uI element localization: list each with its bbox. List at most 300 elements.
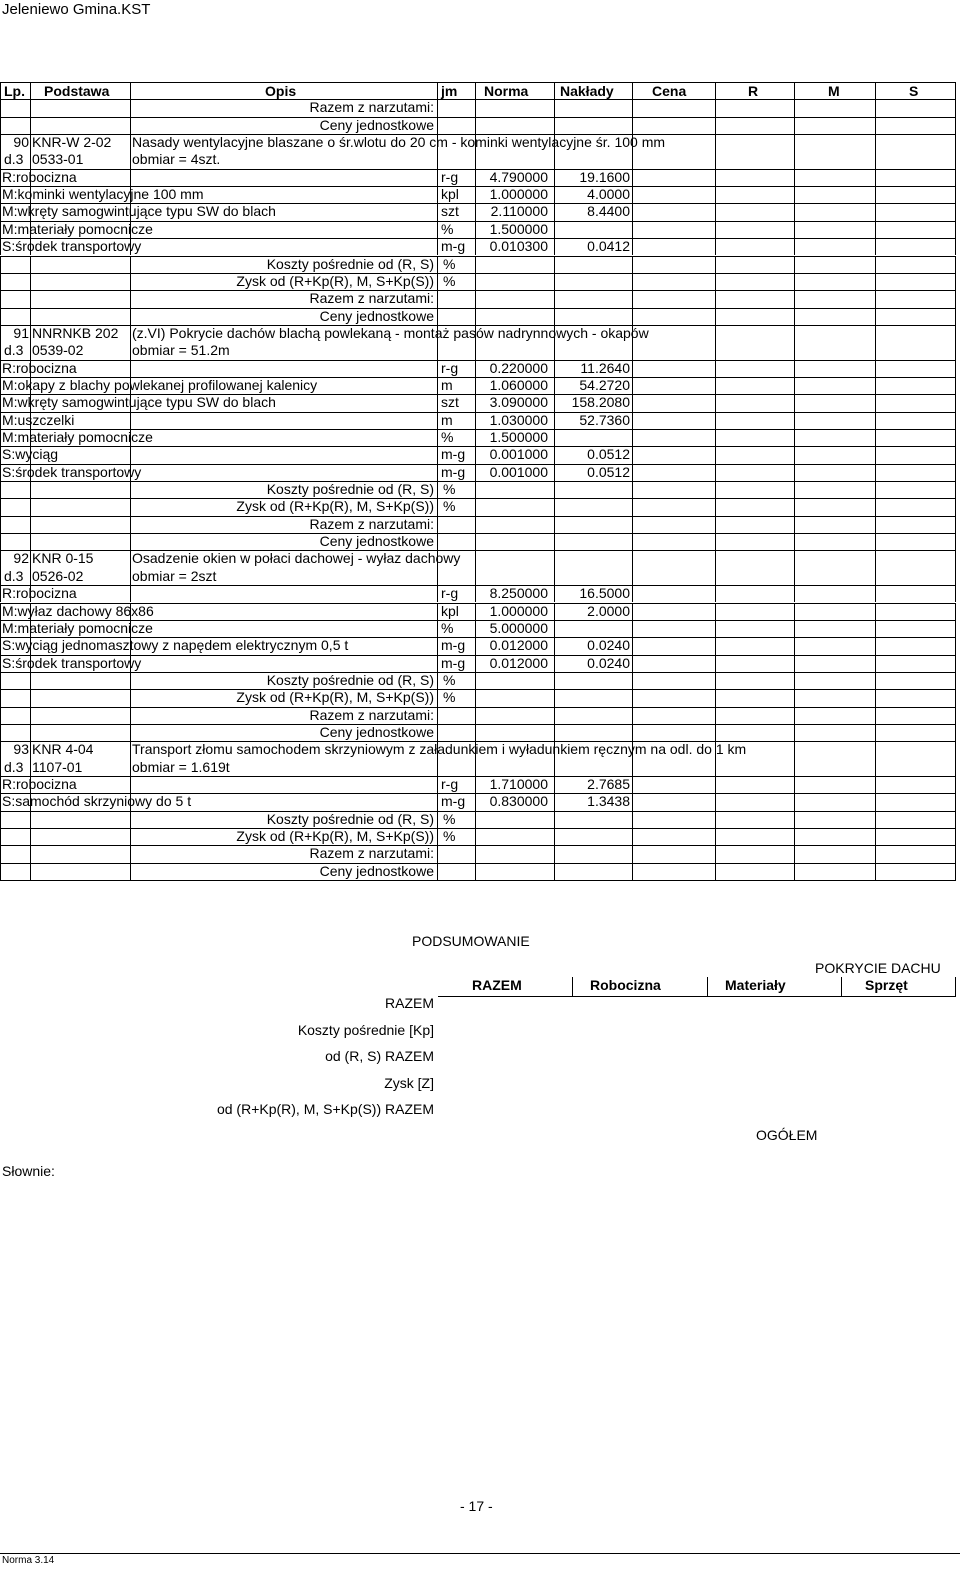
row-rule: [0, 256, 956, 257]
column-rule: [554, 655, 555, 672]
row-rule: [0, 863, 956, 864]
column-rule: [794, 394, 795, 411]
column-rule: [0, 741, 1, 776]
header-lp: Lp.: [4, 83, 25, 99]
column-rule: [955, 273, 956, 290]
total-row-label: Razem z narzutami:: [309, 706, 434, 723]
column-rule: [437, 99, 438, 116]
column-rule: [0, 516, 1, 533]
column-rule: [30, 533, 31, 550]
column-rule: [130, 516, 131, 533]
percent-sign: %: [443, 272, 456, 289]
resource-name: M:materiały pomocnicze: [2, 619, 153, 636]
column-rule: [0, 99, 1, 116]
column-rule: [794, 464, 795, 481]
row-rule: [0, 308, 956, 309]
resource-name: M:wkręty samogwintujące typu SW do blach: [2, 394, 276, 411]
column-rule: [875, 464, 876, 481]
column-rule: [875, 360, 876, 377]
column-rule: [955, 256, 956, 273]
column-rule: [0, 724, 1, 741]
column-rule: [955, 412, 956, 429]
column-rule: [554, 117, 555, 134]
column-rule: [554, 394, 555, 411]
resource-unit: m-g: [441, 654, 466, 671]
column-rule: [794, 134, 795, 169]
column-rule: [130, 585, 131, 602]
column-rule: [130, 863, 131, 880]
column-rule: [475, 776, 476, 793]
column-rule: [437, 464, 438, 481]
column-rule: [475, 550, 476, 585]
column-rule: [955, 828, 956, 845]
column-rule: [437, 256, 438, 273]
resource-naklady: 4.0000: [587, 186, 630, 203]
column-rule: [955, 481, 956, 498]
column-rule: [794, 117, 795, 134]
column-rule: [437, 186, 438, 203]
item-number-sub: d.3: [4, 758, 24, 775]
unit-price-row-label: Ceny jednostkowe: [319, 307, 434, 324]
resource-naklady: 158.2080: [571, 394, 630, 411]
column-rule: [554, 811, 555, 828]
row-rule: [0, 99, 956, 100]
column-rule: [554, 221, 555, 238]
item-basis: KNR 4-04: [32, 741, 94, 758]
column-rule: [0, 203, 1, 220]
header-m: M: [828, 83, 840, 99]
column-rule: [30, 516, 31, 533]
item-number: 92: [13, 550, 29, 567]
column-rule: [955, 203, 956, 220]
column-rule: [30, 498, 31, 515]
row-rule: [0, 845, 956, 846]
column-rule: [875, 637, 876, 654]
column-rule: [715, 82, 716, 99]
column-rule: [0, 863, 1, 880]
column-rule: [554, 828, 555, 845]
column-rule: [955, 533, 956, 550]
resource-norma: 1.500000: [489, 220, 548, 237]
column-rule: [0, 637, 1, 654]
column-rule: [130, 550, 131, 585]
column-rule: [475, 672, 476, 689]
column-rule: [794, 203, 795, 220]
column-rule: [955, 585, 956, 602]
column-rule: [632, 793, 633, 810]
resource-naklady: 2.7685: [587, 776, 630, 792]
column-rule: [875, 256, 876, 273]
column-rule: [875, 82, 876, 99]
column-rule: [875, 655, 876, 672]
row-rule: [0, 828, 956, 829]
column-rule: [437, 620, 438, 637]
column-rule: [437, 637, 438, 654]
column-rule: [875, 550, 876, 585]
column-rule: [875, 186, 876, 203]
column-rule: [875, 412, 876, 429]
item-basis: KNR 0-15: [32, 550, 94, 567]
column-rule: [955, 82, 956, 99]
column-rule: [30, 481, 31, 498]
column-rule: [475, 308, 476, 325]
resource-unit: szt: [441, 394, 459, 411]
column-rule: [0, 620, 1, 637]
column-rule: [475, 516, 476, 533]
row-rule: [0, 724, 956, 725]
profit-row-label: Zysk od (R+Kp(R), M, S+Kp(S)): [236, 689, 434, 706]
column-rule: [554, 498, 555, 515]
column-rule: [437, 811, 438, 828]
percent-sign: %: [443, 671, 456, 688]
column-rule: [554, 186, 555, 203]
resource-norma: 1.030000: [489, 411, 548, 428]
resource-norma: 8.250000: [489, 585, 548, 602]
column-rule: [437, 203, 438, 220]
total-row-label: Razem z narzutami:: [309, 290, 434, 307]
resource-name: M:materiały pomocnicze: [2, 220, 153, 237]
summary-col-robocizna: Robocizna: [590, 977, 661, 993]
resource-norma: 0.220000: [489, 359, 548, 376]
column-rule: [794, 672, 795, 689]
column-rule: [0, 186, 1, 203]
document-title: Jeleniewo Gmina.KST: [2, 1, 151, 18]
row-rule: [0, 446, 956, 447]
profit-row-label: Zysk od (R+Kp(R), M, S+Kp(S)): [236, 828, 434, 845]
column-rule: [0, 446, 1, 463]
column-rule: [437, 308, 438, 325]
column-rule: [554, 707, 555, 724]
resource-norma: 1.060000: [489, 376, 548, 393]
item-number-sub: d.3: [4, 567, 24, 584]
column-rule: [554, 273, 555, 290]
column-rule: [715, 186, 716, 203]
column-rule: [794, 377, 795, 394]
column-rule: [875, 707, 876, 724]
column-rule: [632, 186, 633, 203]
column-rule: [955, 221, 956, 238]
column-rule: [437, 377, 438, 394]
column-rule: [632, 412, 633, 429]
column-rule: [955, 394, 956, 411]
column-rule: [130, 446, 131, 463]
column-rule: [437, 776, 438, 793]
column-rule: [0, 481, 1, 498]
resource-name: M:uszczelki: [2, 411, 75, 428]
column-rule: [130, 412, 131, 429]
column-rule: [475, 412, 476, 429]
column-rule: [632, 360, 633, 377]
column-rule: [0, 793, 1, 810]
summary-row-koszty: Koszty pośrednie [Kp]: [297, 1022, 434, 1038]
row-rule: [0, 672, 956, 673]
column-rule: [955, 776, 956, 793]
column-rule: [632, 273, 633, 290]
column-rule: [30, 741, 31, 776]
column-rule: [632, 620, 633, 637]
row-rule: [0, 117, 956, 118]
resource-name: S:wyciąg jednomasztowy z napędem elektrycznym 0,5 t: [2, 637, 349, 654]
column-rule: [30, 256, 31, 273]
header-naklady: Nakłady: [560, 83, 614, 99]
resource-unit: %: [441, 429, 454, 445]
resource-unit: kpl: [441, 186, 459, 203]
column-rule: [475, 273, 476, 290]
header-s: S: [909, 83, 919, 99]
item-number: 91: [13, 324, 29, 341]
row-rule: [0, 655, 956, 656]
column-rule: [632, 394, 633, 411]
column-rule: [632, 221, 633, 238]
column-rule: [475, 238, 476, 255]
row-rule: [0, 290, 956, 291]
resource-unit: r-g: [441, 585, 459, 602]
item-basis-code: 0533-01: [32, 151, 84, 168]
column-rule: [955, 516, 956, 533]
column-rule: [130, 724, 131, 741]
column-rule: [632, 689, 633, 706]
column-rule: [632, 82, 633, 99]
resource-name: S:samochód skrzyniowy do 5 t: [2, 793, 192, 810]
column-rule: [554, 203, 555, 220]
column-rule: [130, 811, 131, 828]
resource-unit: m-g: [441, 793, 466, 810]
summary-row-label: Razem z narzutami:: [309, 99, 434, 116]
total-row-label: Razem z narzutami:: [309, 845, 434, 862]
column-rule: [554, 82, 555, 99]
item-number: 90: [13, 134, 29, 151]
column-rule: [0, 117, 1, 134]
column-rule: [632, 446, 633, 463]
header-podstawa: Podstawa: [44, 83, 110, 99]
column-rule: [554, 533, 555, 550]
resource-unit: m-g: [441, 446, 466, 463]
column-rule: [875, 793, 876, 810]
row-rule: [0, 880, 956, 881]
column-rule: [475, 464, 476, 481]
row-rule: [0, 412, 956, 413]
column-rule: [30, 724, 31, 741]
column-rule: [130, 273, 131, 290]
column-rule: [794, 516, 795, 533]
column-rule: [0, 672, 1, 689]
row-rule: [0, 273, 956, 274]
header-norma: Norma: [484, 83, 529, 99]
profit-row-label: Zysk od (R+Kp(R), M, S+Kp(S)): [236, 272, 434, 289]
column-rule: [30, 99, 31, 116]
column-rule: [632, 811, 633, 828]
column-rule: [0, 828, 1, 845]
column-rule: [554, 672, 555, 689]
column-rule: [554, 793, 555, 810]
column-rule: [955, 99, 956, 116]
column-rule: [554, 637, 555, 654]
overhead-row-label: Koszty pośrednie od (R, S): [266, 481, 434, 498]
column-rule: [632, 238, 633, 255]
column-rule: [794, 724, 795, 741]
column-rule: [554, 620, 555, 637]
column-rule: [632, 516, 633, 533]
percent-sign: %: [443, 498, 456, 515]
column-rule: [130, 741, 131, 776]
summary-row-zysk-razem: od (R+Kp(R), M, S+Kp(S)) RAZEM: [216, 1101, 434, 1117]
row-rule: [0, 776, 956, 777]
resource-naklady: 0.0412: [587, 238, 630, 255]
column-rule: [875, 290, 876, 307]
column-rule: [875, 308, 876, 325]
column-rule: [794, 585, 795, 602]
column-rule: [794, 550, 795, 585]
resource-name: R:robocizna: [2, 585, 77, 602]
column-rule: [715, 273, 716, 290]
resource-unit: r-g: [441, 359, 459, 376]
resource-norma: 1.000000: [489, 186, 548, 203]
column-rule: [632, 828, 633, 845]
column-rule: [130, 776, 131, 793]
column-rule: [632, 498, 633, 515]
column-rule: [715, 533, 716, 550]
summary-col-sprzet: Sprzęt: [865, 977, 908, 993]
column-rule: [715, 550, 716, 585]
column-rule: [794, 273, 795, 290]
summary-col-divider: [955, 977, 956, 996]
column-rule: [554, 516, 555, 533]
column-rule: [437, 82, 438, 99]
column-rule: [715, 308, 716, 325]
column-rule: [955, 134, 956, 169]
column-rule: [875, 741, 876, 776]
column-rule: [715, 585, 716, 602]
column-rule: [794, 845, 795, 862]
column-rule: [0, 776, 1, 793]
resource-unit: szt: [441, 203, 459, 220]
column-rule: [130, 360, 131, 377]
resource-unit: m-g: [441, 463, 466, 480]
resource-naklady: 2.0000: [587, 602, 630, 619]
column-rule: [715, 620, 716, 637]
resource-norma: 1.500000: [489, 429, 548, 445]
percent-sign: %: [443, 689, 456, 706]
column-rule: [715, 429, 716, 446]
column-rule: [632, 290, 633, 307]
column-rule: [0, 603, 1, 620]
resource-unit: %: [441, 619, 454, 636]
item-basis-code: 0539-02: [32, 342, 84, 359]
column-rule: [794, 169, 795, 186]
column-rule: [715, 99, 716, 116]
summary-col-materialy: Materiały: [725, 977, 786, 993]
column-rule: [130, 99, 131, 116]
column-rule: [632, 550, 633, 585]
column-rule: [437, 169, 438, 186]
column-rule: [794, 429, 795, 446]
column-rule: [475, 203, 476, 220]
column-rule: [632, 377, 633, 394]
column-rule: [715, 793, 716, 810]
column-rule: [715, 464, 716, 481]
column-rule: [475, 186, 476, 203]
column-rule: [875, 620, 876, 637]
column-rule: [130, 828, 131, 845]
column-rule: [875, 811, 876, 828]
column-rule: [437, 446, 438, 463]
column-rule: [554, 863, 555, 880]
item-quantity: obmiar = 4szt.: [132, 151, 221, 168]
column-rule: [715, 134, 716, 169]
item-description: Osadzenie okien w połaci dachowej - wyłaz dachowy: [132, 550, 461, 567]
column-rule: [632, 203, 633, 220]
column-rule: [875, 238, 876, 255]
page-number: - 17 -: [460, 1498, 493, 1514]
column-rule: [475, 533, 476, 550]
percent-sign: %: [443, 255, 456, 272]
column-rule: [715, 724, 716, 741]
column-rule: [437, 498, 438, 515]
column-rule: [715, 707, 716, 724]
resource-naklady: 0.0512: [587, 463, 630, 480]
column-rule: [632, 724, 633, 741]
header-r: R: [748, 83, 759, 99]
item-number-sub: d.3: [4, 342, 24, 359]
column-rule: [955, 429, 956, 446]
column-rule: [715, 603, 716, 620]
unit-price-row-label: Ceny jednostkowe: [319, 723, 434, 740]
column-rule: [0, 325, 1, 360]
column-rule: [715, 481, 716, 498]
column-rule: [554, 585, 555, 602]
column-rule: [0, 464, 1, 481]
item-quantity: obmiar = 2szt: [132, 567, 217, 584]
column-rule: [130, 672, 131, 689]
resource-unit: m: [441, 411, 453, 428]
column-rule: [794, 481, 795, 498]
column-rule: [0, 689, 1, 706]
column-rule: [955, 707, 956, 724]
column-rule: [475, 793, 476, 810]
column-rule: [475, 446, 476, 463]
column-rule: [554, 481, 555, 498]
column-rule: [715, 845, 716, 862]
column-rule: [0, 360, 1, 377]
column-rule: [955, 724, 956, 741]
column-rule: [437, 412, 438, 429]
column-rule: [632, 655, 633, 672]
footer-rule: [0, 1553, 960, 1554]
column-rule: [875, 689, 876, 706]
column-rule: [794, 707, 795, 724]
column-rule: [554, 550, 555, 585]
column-rule: [632, 481, 633, 498]
column-rule: [875, 516, 876, 533]
item-basis: NNRNKB 202: [32, 324, 119, 341]
column-rule: [0, 429, 1, 446]
column-rule: [475, 394, 476, 411]
column-rule: [715, 203, 716, 220]
resource-naklady: 0.0240: [587, 654, 630, 671]
column-rule: [475, 689, 476, 706]
resource-norma: 4.790000: [489, 168, 548, 185]
resource-unit: m: [441, 376, 453, 393]
column-rule: [875, 533, 876, 550]
column-rule: [955, 672, 956, 689]
column-rule: [0, 377, 1, 394]
column-rule: [0, 308, 1, 325]
row-rule: [0, 689, 956, 690]
column-rule: [955, 863, 956, 880]
resource-unit: %: [441, 220, 454, 237]
column-rule: [130, 134, 131, 169]
resource-norma: 3.090000: [489, 394, 548, 411]
